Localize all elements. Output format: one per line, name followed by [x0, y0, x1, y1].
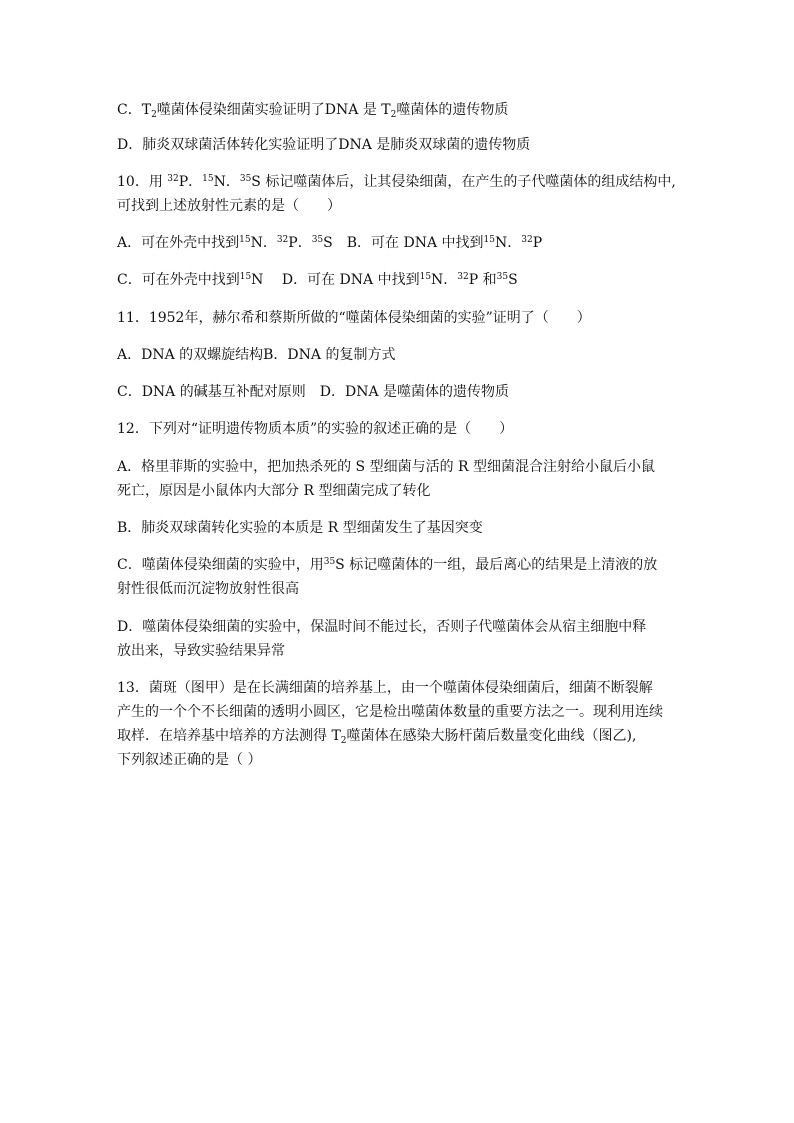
q10-options-ab: A．可在外壳中找到$^{15}$N．$^{32}$P．$^{35}$S B．可在 DNA 中找到$^{15}$N．$^{32}$P: [117, 235, 543, 251]
q12-stem: 12．下列对“证明遗传物质本质”的实验的叙述正确的是（ ）: [117, 421, 514, 437]
q13-stem-line2: 产生的一个个不长细菌的透明小圆区，它是检出噬菌体数量的重要方法之一。现利用连续: [117, 704, 663, 720]
q9-option-d: D．肺炎双球菌活体转化实验证明了DNA 是肺炎双球菌的遗传物质: [117, 137, 531, 153]
q12-option-d-line1: D．噬菌体侵染细菌的实验中，保温时间不能过长，否则子代噬菌体会从宿主细胞中释: [117, 619, 647, 635]
q12-option-d-line2: 放出来，导致实验结果异常: [117, 643, 285, 659]
q12-option-c-line1: C．噬菌体侵染细菌的实验中，用$^{35}$S 标记噬菌体的一组，最后离心的结果是上清液的放: [117, 557, 658, 573]
q12-option-a-line1: A．格里菲斯的实验中，把加热杀死的 S 型细菌与活的 R 型细菌混合注射给小鼠后小鼠: [117, 459, 656, 475]
q13-stem-line3: 取样．在培养基中培养的方法测得 $T_2$噬菌体在感染大肠杆菌后数量变化曲线（图乙),: [117, 728, 637, 746]
q12-option-a-line2: 死亡，原因是小鼠体内大部分 R 型细菌完成了转化: [117, 483, 431, 499]
q9-option-c: C．$T_2$噬菌体侵染细菌实验证明了DNA 是 $T_2$噬菌体的遗传物质: [117, 102, 509, 120]
q11-options-ab: A．DNA 的双螺旋结构B．DNA 的复制方式: [117, 347, 396, 363]
q12-option-b: B．肺炎双球菌转化实验的本质是 R 型细菌发生了基因突变: [117, 520, 483, 536]
q10-stem-line2: 可找到上述放射性元素的是（ ）: [117, 198, 341, 214]
q12-option-c-line2: 射性很低而沉淀物放射性很高: [117, 581, 299, 597]
q10-stem-line1: 10．用 $^{32}$P．$^{15}$N．$^{35}$S 标记噬菌体后，让其侵染细菌，在产生的子代噬菌体的组成结构中,: [117, 174, 676, 190]
q11-stem: 11．1952年，赫尔希和蔡斯所做的“噬菌体侵染细菌的实验”证明了（ ）: [117, 310, 591, 326]
q13-stem-line4: 下列叙述正确的是（ ）: [117, 752, 262, 768]
q10-options-cd: C．可在外壳中找到$^{15}$N D．可在 DNA 中找到$^{15}$N．$^{32}$P 和$^{35}$S: [117, 272, 518, 288]
q13-stem-line1: 13．菌斑（图甲）是在长满细菌的培养基上，由一个噬菌体侵染细菌后，细菌不断裂解: [117, 680, 653, 696]
q11-options-cd: C．DNA 的碱基互补配对原则 D．DNA 是噬菌体的遗传物质: [117, 384, 510, 400]
